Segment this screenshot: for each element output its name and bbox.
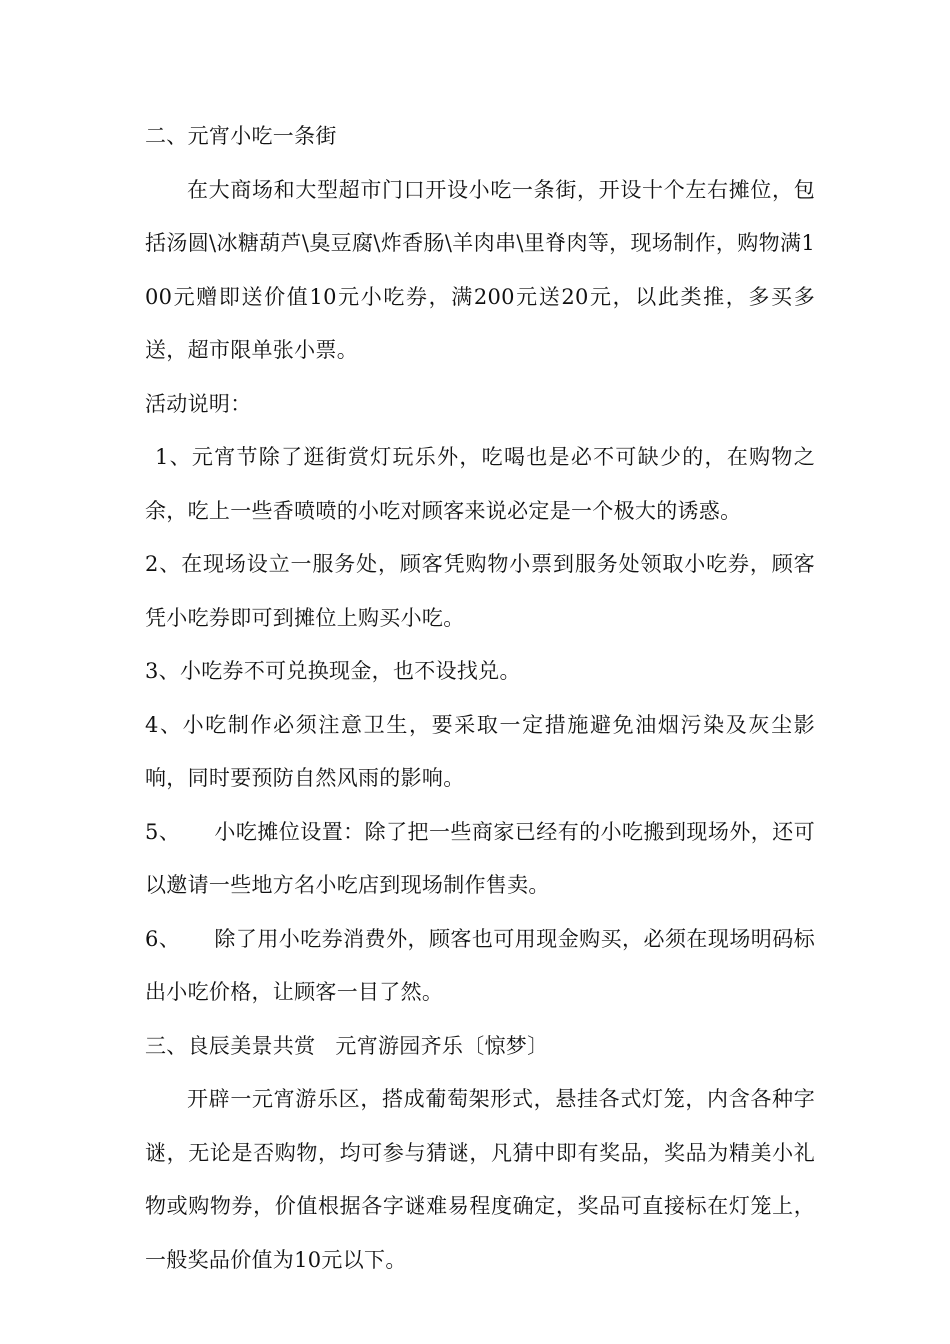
section-3-paragraph: 开辟一元宵游乐区，搭成葡萄架形式，悬挂各式灯笼，内含各种字谜，无论是否购物，均可参与猜谜，凡猜中即有奖品，奖品为精美小礼物或购物券，价值根据各字谜难易程度确定，奖品可直接标在灯笼上，一般奖品价值为10元以下。 [145,1087,815,1272]
document-body [145,110,815,1287]
section-2-title: 二、元宵小吃一条街 [145,124,337,148]
activity-item-3: 3、小吃券不可兑换现金，也不设找兑。 [145,659,521,683]
activity-item-5-number: 5、 [145,819,181,844]
section-2-paragraph: 在大商场和大型超市门口开设小吃一条街，开设十个左右摊位，包括汤圆\冰糖葫芦\臭豆腐\炸香肠\羊肉串\里脊肉等，现场制作，购物满100元赠即送价值10元小吃券，满200元送20元，以此类推，多买多送，超市限单张小票。 [145,177,815,362]
section-3-title [145,1020,815,1074]
activity-item-1: 1、元宵节除了逛街赏灯玩乐外，吃喝也是必不可缺少的，在购物之余，吃上一些香喷喷的小吃对顾客来说必定是一个极大的诱惑。 [145,445,815,523]
activity-item-6 [145,913,815,1020]
activity-heading: 活动说明： [145,391,252,416]
section-3-title-part-a: 三、良辰美景共赏 [145,1033,316,1058]
section-3-title-part-b: 元宵游园齐乐〔惊梦〕 [335,1033,549,1058]
activity-item-6-text: 除了用小吃券消费外，顾客也可用现金购买，必须在现场明码标出小吃价格，让顾客一目了然。 [145,926,815,1004]
activity-item-4: 4、小吃制作必须注意卫生，要采取一定措施避免油烟污染及灰尘影响，同时要预防自然风雨的影响。 [145,712,815,790]
activity-item-5 [145,806,815,913]
activity-item-2: 2、在现场设立一服务处，顾客凭购物小票到服务处领取小吃券，顾客凭小吃券即可到摊位上购买小吃。 [145,552,815,630]
activity-item-5-text: 小吃摊位设置：除了把一些商家已经有的小吃搬到现场外，还可以邀请一些地方名小吃店到现场制作售卖。 [145,819,815,897]
activity-item-6-number: 6、 [145,926,181,951]
